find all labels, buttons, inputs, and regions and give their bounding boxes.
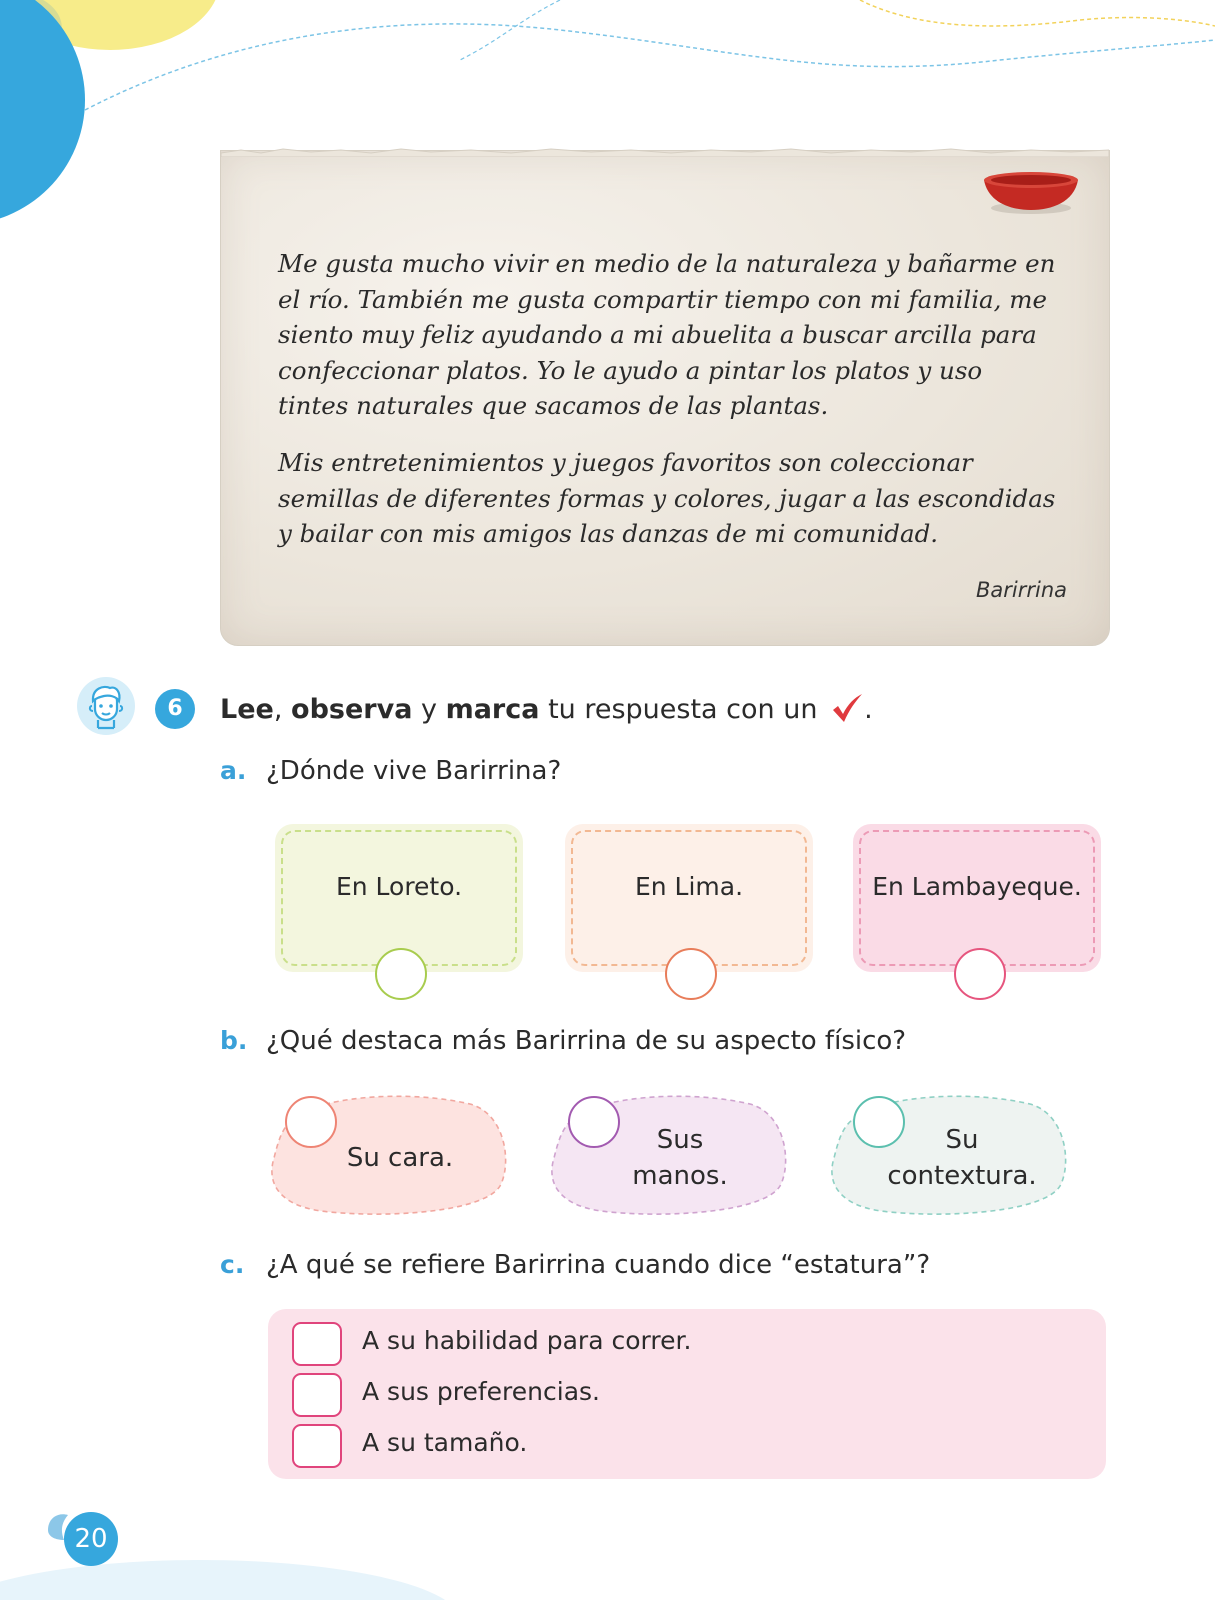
option-a-2-label: En Lima.	[634, 872, 744, 901]
question-b	[220, 1026, 906, 1056]
boy-face-icon	[76, 676, 136, 736]
question-a-text: ¿Dónde vive Barirrina?	[266, 756, 562, 786]
option-a-1-circle[interactable]	[375, 948, 427, 1000]
option-a-1-label: En Loreto.	[335, 872, 463, 901]
red-checkmark-icon	[830, 692, 864, 724]
instruction-rest: tu respuesta con un	[539, 694, 818, 725]
reading-paragraph-2: Mis entretenimientos y juegos favoritos son coleccionar semillas de diferentes formas y colores, jugar a las escondidas y bailar con mis amigos las danzas de mi comunidad.	[278, 448, 1056, 548]
instruction-sep-1: ,	[273, 694, 292, 725]
question-b-text: ¿Qué destaca más Barirrina de su aspecto físico?	[266, 1026, 907, 1056]
option-a-3-circle[interactable]	[954, 948, 1006, 1000]
option-b-3-line2: contextura.	[887, 1161, 1037, 1191]
red-clay-bowl-icon	[980, 168, 1082, 216]
instruction-sep-2: y	[412, 694, 446, 725]
option-b-3-line1: Su	[945, 1125, 979, 1155]
instruction-verb-observa: observa	[291, 694, 413, 725]
question-c-letter: c.	[220, 1250, 245, 1279]
question-c	[220, 1250, 930, 1280]
option-c-3-checkbox[interactable]	[292, 1424, 342, 1468]
signature: Barirrina	[975, 578, 1067, 602]
activity-instruction	[220, 690, 873, 730]
option-a-3-label: En Lambayeque.	[872, 872, 1082, 901]
question-a-letter: a.	[220, 756, 247, 785]
page-number: 20	[64, 1512, 118, 1566]
option-b-2-line1: Sus	[656, 1125, 704, 1155]
option-b-3-circle[interactable]	[853, 1096, 905, 1148]
option-b-1-circle[interactable]	[285, 1096, 337, 1148]
reading-paragraph-1: Me gusta mucho vivir en medio de la naturaleza y bañarme en el río. También me gusta compartir tiempo con mi familia, me siento muy feliz ayudando a mi abuelita a buscar arcilla para confeccionar platos. Yo le ayudo a pintar los platos y uso tintes naturales que sacamos de las plantas.	[278, 249, 1056, 420]
question-b-letter: b.	[220, 1026, 248, 1055]
option-c-3-label: A su tamaño.	[362, 1428, 528, 1457]
option-c-1-checkbox[interactable]	[292, 1322, 342, 1366]
question-a	[220, 756, 561, 786]
activity-number: 6	[155, 689, 195, 729]
question-c-text: ¿A qué se refiere Barirrina cuando dice “estatura”?	[266, 1250, 931, 1280]
option-c-1-label: A su habilidad para correr.	[362, 1326, 692, 1355]
instruction-period: .	[864, 694, 873, 725]
instruction-verb-lee: Lee	[220, 694, 274, 725]
option-b-2-line2: manos.	[632, 1161, 728, 1191]
option-c-2-label: A sus preferencias.	[362, 1377, 600, 1406]
option-b-2-circle[interactable]	[568, 1096, 620, 1148]
option-a-2-circle[interactable]	[665, 948, 717, 1000]
option-b-1-label: Su cara.	[346, 1143, 454, 1173]
instruction-verb-marca: marca	[445, 694, 540, 725]
option-c-2-checkbox[interactable]	[292, 1373, 342, 1417]
torn-edge	[221, 145, 1109, 157]
